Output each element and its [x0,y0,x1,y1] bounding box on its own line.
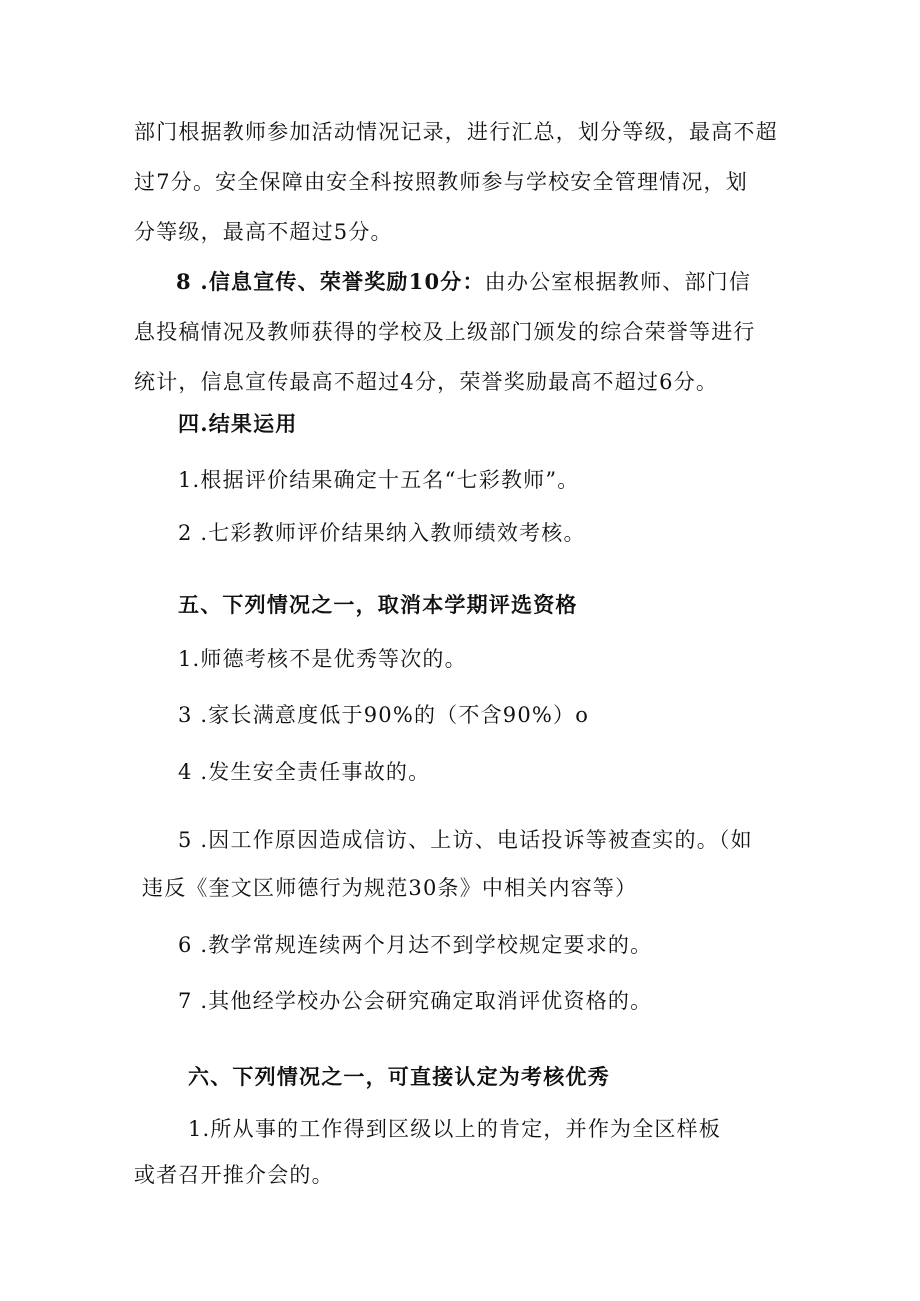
body-text-line: 过7分。安全保障由安全科按照教师参与学校安全管理情况，划 [134,170,748,194]
section-heading-5: 五、下列情况之一，取消本学期评选资格 [178,592,578,617]
list-item: 6 .教学常规连续两个月达不到学校规定要求的。 [178,933,653,957]
body-text-line: 息投稿情况及教师获得的学校及上级部门颁发的综合荣誉等进行 [134,320,756,344]
list-item: 7 .其他经学校办公会研究确定取消评优资格的。 [178,989,653,1013]
list-item: 1.根据评价结果确定十五名“七彩教师”。 [178,468,580,492]
section-heading-4: 四.结果运用 [178,411,298,436]
body-text-line: 部门根据教师参加活动情况记录，进行汇总，划分等级，最高不超 [134,120,778,144]
item-8-text: 由办公室根据教师、部门信 [484,270,752,294]
list-item: 5 .因工作原因造成信访、上访、电话投诉等被查实的。（如 [178,828,753,852]
item-8-line-1 [176,268,751,296]
list-item-continuation: 或者召开推介会的。 [134,1163,334,1187]
body-text-line: 统计，信息宣传最高不超过4分，荣誉奖励最高不超过6分。 [134,370,719,394]
list-item: 3 .家长满意度低于90%的（不含90%）o [178,703,590,727]
list-item: 2 .七彩教师评价结果纳入教师绩效考核。 [178,521,586,545]
list-item-continuation: 违反《奎文区师德行为规范30条》中相关内容等） [142,876,638,900]
list-item: 4 .发生安全责任事故的。 [178,760,431,784]
body-text-line: 分等级，最高不超过5分。 [134,220,393,244]
list-item: 1.所从事的工作得到区级以上的肯定，并作为全区样板 [188,1117,722,1141]
section-heading-6: 六、下列情况之一，可直接认定为考核优秀 [188,1064,610,1089]
list-item: 1.师德考核不是优秀等次的。 [178,647,467,671]
item-8-lead: 8 .信息宣传、荣誉奖励10分： [176,269,485,294]
